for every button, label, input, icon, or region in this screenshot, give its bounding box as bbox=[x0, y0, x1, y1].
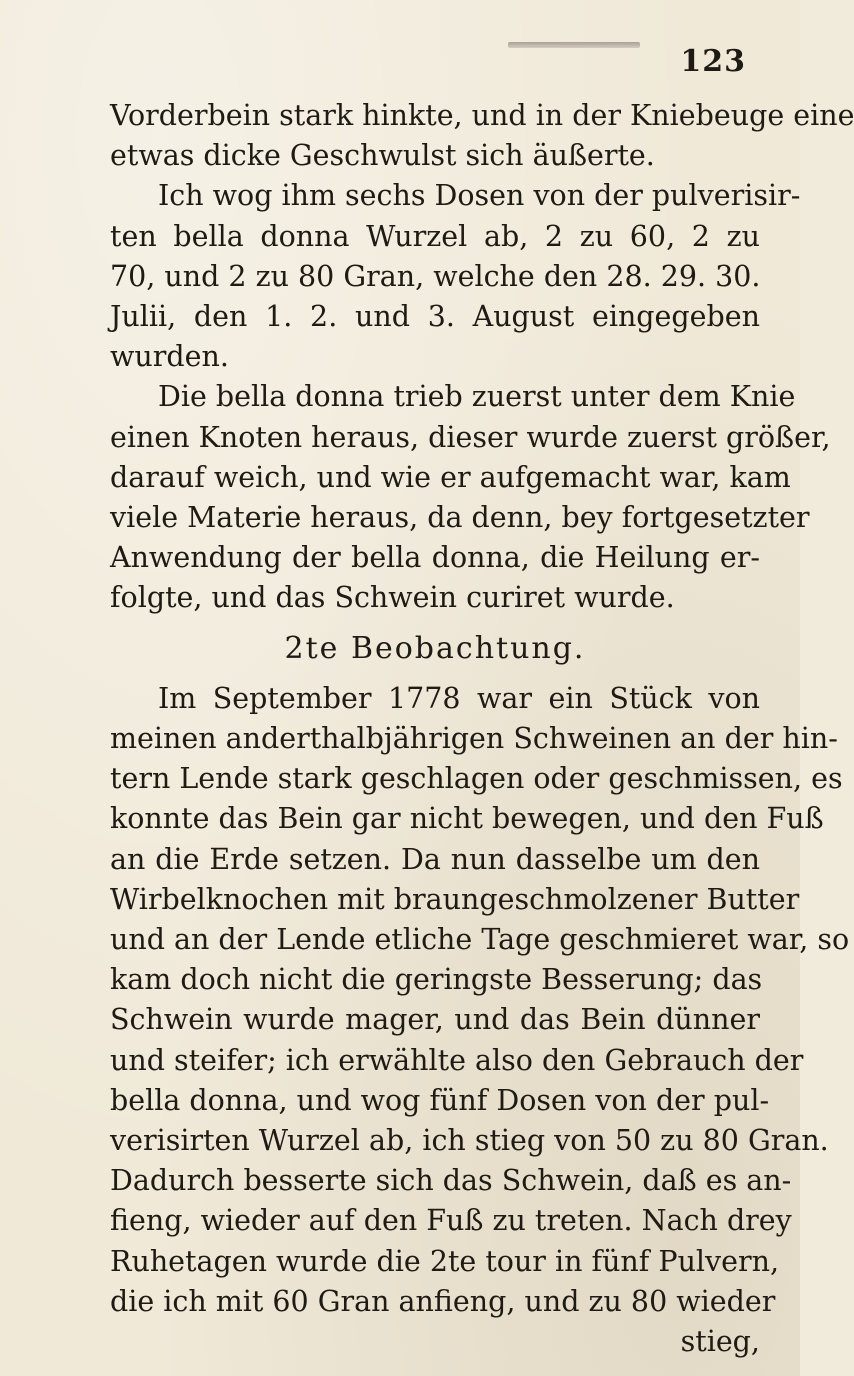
text-line: darauf weich, und wie er aufgemacht war, kam bbox=[110, 460, 791, 494]
text-line: die ich mit 60 Gran anfieng, und zu 80 wieder bbox=[110, 1284, 776, 1318]
text-line: einen Knoten heraus, dieser wurde zuerst größer, bbox=[110, 420, 831, 454]
text-line: und steifer; ich erwählte also den Gebrauch der bbox=[110, 1043, 804, 1077]
text-line: Anwendung der bella donna, die Heilung er- bbox=[110, 541, 760, 575]
page-number: 123 bbox=[680, 44, 746, 79]
text-line: bella donna, und wog fünf Dosen von der pul- bbox=[110, 1083, 770, 1117]
text-line: wurden. bbox=[110, 340, 229, 374]
text-line: meinen anderthalbjährigen Schweinen an der hin- bbox=[110, 722, 838, 756]
text-line: tern Lende stark geschlagen oder geschmissen, es bbox=[110, 762, 843, 796]
body-text bbox=[110, 96, 854, 1362]
top-rule-decoration bbox=[508, 42, 640, 48]
text-line: Die bella donna trieb zuerst unter dem Knie bbox=[158, 380, 796, 414]
text-line: etwas dicke Geschwulst sich äußerte. bbox=[110, 139, 655, 173]
text-line: viele Materie heraus, da denn, bey fortgesetzter bbox=[110, 501, 810, 535]
text-line: Wirbelknochen mit braungeschmolzener Butter bbox=[110, 882, 800, 916]
text-line: konnte das Bein gar nicht bewegen, und den Fuß bbox=[110, 802, 824, 836]
text-line: Julii, den 1. 2. und 3. August eingegeben bbox=[110, 300, 760, 334]
text-line: kam doch nicht die geringste Besserung; das bbox=[110, 963, 763, 997]
text-line: 70, und 2 zu 80 Gran, welche den 28. 29. 30. bbox=[110, 259, 761, 293]
text-line: Schwein wurde mager, und das Bein dünner bbox=[110, 1003, 760, 1037]
text-line: Dadurch besserte sich das Schwein, daß es an- bbox=[110, 1164, 792, 1198]
text-line: verisirten Wurzel ab, ich stieg von 50 zu 80 Gran. bbox=[110, 1124, 829, 1158]
text-line: ten bella donna Wurzel ab, 2 zu 60, 2 zu bbox=[110, 219, 760, 253]
text-line: Ich wog ihm sechs Dosen von der pulverisir- bbox=[158, 179, 801, 213]
text-line: Ruhetagen wurde die 2te tour in fünf Pulvern, bbox=[110, 1244, 780, 1278]
catchword: stieg, bbox=[680, 1325, 760, 1359]
text-line: an die Erde setzen. Da nun dasselbe um den bbox=[110, 842, 760, 876]
text-line: folgte, und das Schwein curiret wurde. bbox=[110, 581, 675, 615]
text-line: fieng, wieder auf den Fuß zu treten. Nach drey bbox=[110, 1204, 792, 1238]
text-line: und an der Lende etliche Tage geschmieret war, so bbox=[110, 923, 850, 957]
text-line: Im September 1778 war ein Stück von bbox=[158, 681, 760, 715]
section-heading: 2te Beobachtung. bbox=[284, 630, 586, 666]
text-line: Vorderbein stark hinkte, und in der Kniebeuge eine bbox=[110, 99, 854, 132]
